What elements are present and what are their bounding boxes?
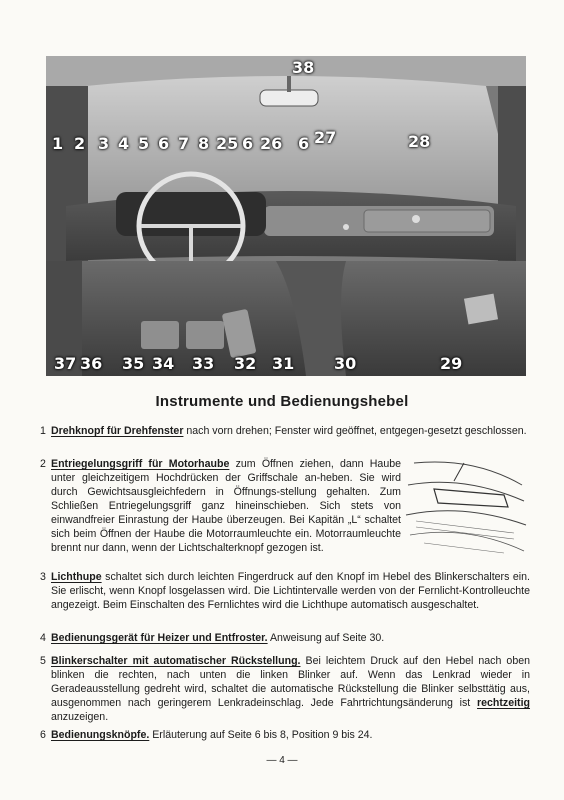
item-text: nach vorn drehen; Fenster wird geöffnet, entgegen-gesetzt geschlossen. bbox=[183, 425, 527, 437]
item-title: Entriegelungsgriff für Motorhaube bbox=[51, 458, 230, 470]
page-number: — 4 — bbox=[266, 755, 298, 766]
callout-32: 32 bbox=[234, 354, 257, 373]
hood-release-sketch bbox=[404, 455, 528, 563]
callout-27: 27 bbox=[314, 128, 337, 147]
item-text-end: anzuzeigen. bbox=[51, 711, 109, 723]
callout-34: 34 bbox=[152, 354, 175, 373]
callout-31: 31 bbox=[272, 354, 295, 373]
item-text: Bei leichtem Druck auf den Hebel nach oben blinken die rechten, nach unten die linken Blinker auf. Wenn das Lenkrad wieder in Geradeausstellung gedreht wird, schaltet die automatische Rückstellung die Blinker selbsttätig aus, ausgenommen nach geringerem Lenkradeinschlag. Jede Fahrtrichtungsänderung ist bbox=[51, 655, 530, 709]
callout-30: 30 bbox=[334, 354, 357, 373]
list-item bbox=[40, 654, 530, 724]
callout-37: 37 bbox=[54, 354, 77, 373]
list-item bbox=[40, 570, 530, 612]
item-emphasis: rechtzeitig bbox=[477, 697, 530, 709]
list-item bbox=[40, 631, 530, 645]
callout-26: 26 bbox=[260, 134, 283, 153]
callout-5: 5 bbox=[138, 134, 150, 153]
callout-33: 33 bbox=[192, 354, 215, 373]
dashboard-photo bbox=[46, 56, 526, 376]
item-text: zum Öffnen ziehen, dann Haube unter gleichzeitigem Hochdrücken der Griffschale an-heben. Sie wird durch Gewichtsausgleichfedern in Öffnungs-stellung gehalten. Zum Schließen Entriegelungsgriff ganz hineinschieben. Sich stets von einwandfreier Einrastung der Haube überzeugen. Bei Kapitän „L“ schaltet sich beim Öffnen der Haube die Motorraumleuchte ein. Motorraumleuchte brennt nur dann, wenn der Lichtschalterknopf gezogen ist. bbox=[51, 458, 401, 554]
callout-8: 8 bbox=[198, 134, 210, 153]
item-title: Bedienungsknöpfe. bbox=[51, 729, 150, 741]
item-number: 4 bbox=[40, 632, 46, 644]
item-number: 3 bbox=[40, 571, 46, 583]
list-item bbox=[40, 728, 530, 742]
dashboard-drawing bbox=[46, 56, 526, 376]
item-title: Bedienungsgerät für Heizer und Entfroster. bbox=[51, 632, 268, 644]
item-text: Erläuterung auf Seite 6 bis 8, Position 9 bis 24. bbox=[149, 729, 373, 741]
item-title: Blinkerschalter mit automatischer Rückstellung. bbox=[51, 655, 301, 667]
callout-29: 29 bbox=[440, 354, 463, 373]
item-number: 1 bbox=[40, 425, 46, 437]
callout-6c: 6 bbox=[298, 134, 310, 153]
callout-2: 2 bbox=[74, 134, 86, 153]
item-title: Drehknopf für Drehfenster bbox=[51, 425, 184, 437]
callout-1: 1 bbox=[52, 134, 64, 153]
item-text: schaltet sich durch leichten Fingerdruck auf den Knopf im Hebel des Blinkerschalters ein. Sie erlischt, wenn Knopf losgelassen wird. Die Lichtintervalle werden von der Fernlicht-Kontrolleuchte angezeigt. Beim Einschalten des Fernlichtes wird die Lichthupe automatisch ausgeschaltet. bbox=[51, 571, 530, 611]
item-number: 2 bbox=[40, 458, 46, 470]
callout-4: 4 bbox=[118, 134, 130, 153]
callout-7: 7 bbox=[178, 134, 190, 153]
callout-28: 28 bbox=[408, 132, 431, 151]
callout-35: 35 bbox=[122, 354, 145, 373]
callout-38: 38 bbox=[292, 58, 315, 77]
item-title: Lichthupe bbox=[51, 571, 102, 583]
item-number: 6 bbox=[40, 729, 46, 741]
callout-25: 25 bbox=[216, 134, 239, 153]
item-text: Anweisung auf Seite 30. bbox=[267, 632, 385, 644]
callout-6b: 6 bbox=[242, 134, 254, 153]
callout-36: 36 bbox=[80, 354, 103, 373]
list-item bbox=[40, 424, 530, 438]
callout-6: 6 bbox=[158, 134, 170, 153]
callout-3: 3 bbox=[98, 134, 110, 153]
section-heading: Instrumente und Bedienungshebel bbox=[155, 393, 409, 410]
item-number: 5 bbox=[40, 655, 46, 667]
